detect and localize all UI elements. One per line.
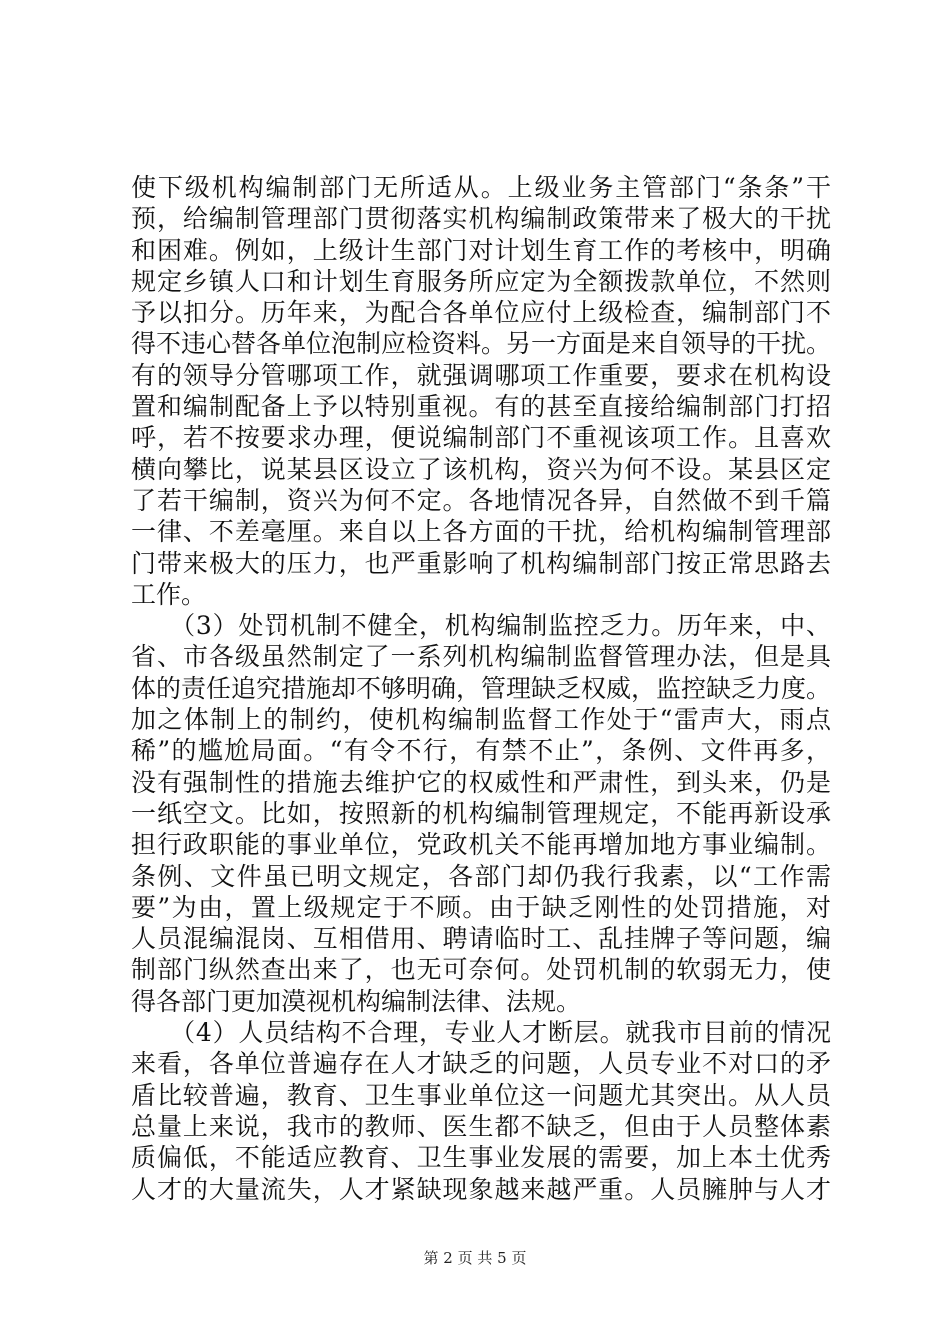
text-line: 省、市各级虽然制定了一系列机构编制监督管理办法，但是具	[131, 642, 831, 672]
text-line: 门带来极大的压力，也严重影响了机构编制部门按正常思路去	[131, 548, 831, 578]
text-line: 条例、文件虽已明文规定，各部门却仍我行我素，以“工作需	[131, 861, 831, 891]
text-line: 质偏低，不能适应教育、卫生事业发展的需要，加上本土优秀	[131, 1143, 831, 1173]
text-line: 体的责任追究措施却不够明确，管理缺乏权威，监控缺乏力度。	[131, 673, 832, 703]
text-line: 总量上来说，我市的教师、医生都不缺乏，但由于人员整体素	[131, 1111, 831, 1141]
text-line: 一律、不差毫厘。来自以上各方面的干扰，给机构编制管理部	[131, 517, 831, 547]
text-line: 加之体制上的制约，使机构编制监督工作处于“雷声大，雨点	[131, 705, 831, 735]
text-line: 了若干编制，资兴为何不定。各地情况各异，自然做不到千篇	[131, 485, 831, 515]
text-line: 担行政职能的事业单位，党政机关不能再增加地方事业编制。	[131, 830, 831, 860]
text-line: 得不违心替各单位泡制应检资料。另一方面是来自领导的干扰。	[131, 329, 832, 359]
text-line: 呼，若不按要求办理，便说编制部门不重视该项工作。且喜欢	[131, 423, 831, 453]
text-line: 制部门纵然查出来了，也无可奈何。处罚机制的软弱无力，使	[131, 955, 831, 985]
text-line: 没有强制性的措施去维护它的权威性和严肃性，到头来，仍是	[131, 767, 831, 797]
text-line: 予以扣分。历年来，为配合各单位应付上级检查，编制部门不	[131, 298, 831, 328]
text-line: 横向攀比，说某县区设立了该机构，资兴为何不设。某县区定	[131, 454, 831, 484]
text-line: 有的领导分管哪项工作，就强调哪项工作重要，要求在机构设	[131, 360, 831, 390]
text-line: 盾比较普遍，教育、卫生事业单位这一问题尤其突出。从人员	[131, 1080, 831, 1110]
text-line: 规定乡镇人口和计划生育服务所应定为全额拨款单位，不然则	[131, 266, 831, 296]
text-line: 人才的大量流失，人才紧缺现象越来越严重。人员臃肿与人才	[131, 1174, 831, 1204]
text-line: 使下级机构编制部门无所适从。上级业务主管部门“条条”干	[131, 173, 831, 202]
text-line: 稀”的尴尬局面。“有令不行，有禁不止”，条例、文件再多，	[131, 736, 831, 766]
text-line: 和困难。例如，上级计生部门对计划生育工作的考核中，明确	[131, 235, 831, 265]
body-text	[131, 172, 831, 1205]
page-number-footer: 第 2 页 共 5 页	[423, 1249, 527, 1267]
text-line: 要”为由，置上级规定于不顾。由于缺乏刚性的处罚措施，对	[131, 892, 831, 922]
text-line: （4）人员结构不合理，专业人才断层。就我市目前的情况	[131, 1018, 831, 1048]
text-line: 预，给编制管理部门贯彻落实机构编制政策带来了极大的干扰	[131, 204, 831, 234]
text-line: 一纸空文。比如，按照新的机构编制管理规定，不能再新设承	[131, 798, 831, 828]
text-line: 得各部门更加漠视机构编制法律、法规。	[131, 986, 582, 1016]
text-line: 工作。	[131, 579, 207, 609]
text-line: 人员混编混岗、互相借用、聘请临时工、乱挂牌子等问题，编	[131, 924, 831, 954]
text-line: （3）处罚机制不健全，机构编制监控乏力。历年来，中、	[131, 611, 831, 641]
text-line: 来看，各单位普遍存在人才缺乏的问题，人员专业不对口的矛	[131, 1049, 831, 1079]
text-line: 置和编制配备上予以特别重视。有的甚至直接给编制部门打招	[131, 392, 831, 422]
